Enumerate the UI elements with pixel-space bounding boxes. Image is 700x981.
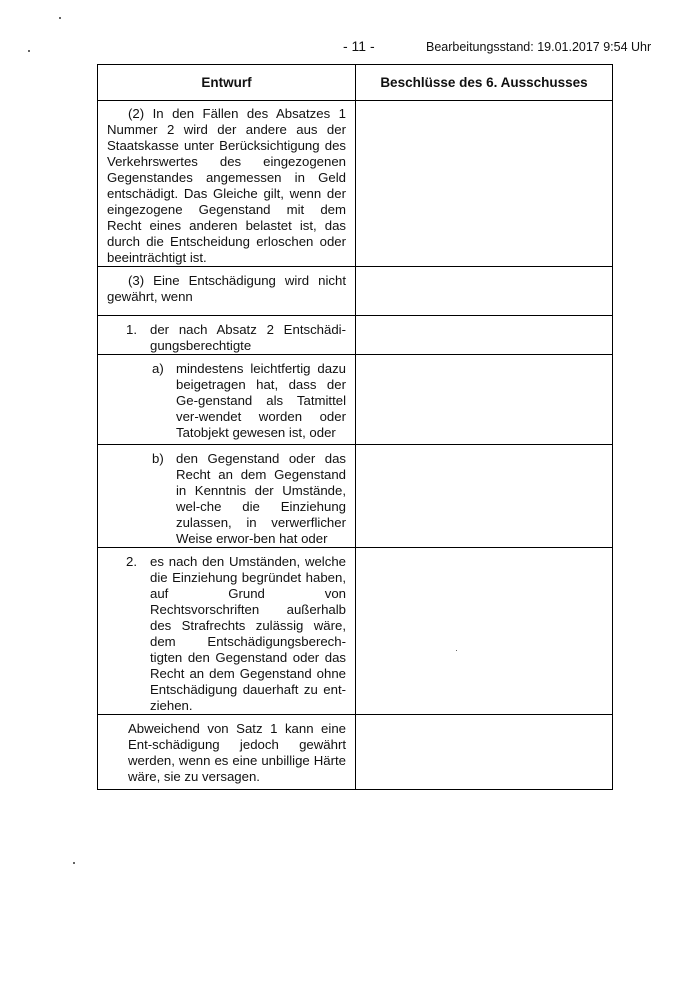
scan-speck: [59, 17, 61, 19]
table-row: [98, 715, 613, 790]
resolution-cell: [356, 715, 613, 790]
table-row: [98, 267, 613, 316]
draft-cell: [98, 445, 356, 548]
resolution-cell: [356, 445, 613, 548]
table-row: [98, 316, 613, 355]
draft-cell: [98, 101, 356, 267]
page-number: - 11 -: [343, 38, 375, 54]
draft-cell: [98, 355, 356, 445]
item-label: a): [152, 361, 164, 376]
paragraph-text: Abweichend von Satz 1 kann eine Ent-schädigung jedoch gewährt werden, wenn es eine unbillige Härte wäre, sie zu versagen.: [128, 721, 346, 784]
page-header: [0, 38, 700, 56]
draft-cell: [98, 267, 356, 316]
item-text: mindestens leichtfertig dazu beigetragen hat, dass der Ge-genstand als Tatmittel ver-wendet worden oder Tatobjekt gewesen ist, oder: [176, 361, 346, 440]
resolution-cell: [356, 267, 613, 316]
item-label: b): [152, 451, 164, 466]
table-row: [98, 445, 613, 548]
table-row: [98, 548, 613, 715]
resolution-cell: [356, 316, 613, 355]
table-header-row: [98, 65, 613, 101]
item-label: 1.: [126, 322, 137, 337]
draft-cell: [98, 715, 356, 790]
draft-cell: [98, 316, 356, 355]
column-header-beschluesse: Beschlüsse des 6. Ausschusses: [356, 65, 613, 101]
scan-speck: [73, 862, 75, 864]
item-text: es nach den Umständen, welche die Einziehung begründet haben, auf Grund von Rechtsvorschriften außerhalb des Strafrechts zulässig wäre, dem Entschädigungsberech-tigten den Gegenstand oder das Recht an dem Gegenstand ohne Entschädigung dauerhaft zu ent-ziehen.: [150, 554, 346, 713]
item-text: der nach Absatz 2 Entschädi-gungsberechtigte: [150, 322, 346, 353]
edit-status: Bearbeitungsstand: 19.01.2017 9:54 Uhr: [426, 40, 652, 54]
resolution-cell: [356, 355, 613, 445]
item-label: 2.: [126, 554, 137, 569]
table-row: [98, 355, 613, 445]
paragraph-text: (3) Eine Entschädigung wird nicht gewährt, wenn: [107, 273, 346, 304]
resolution-cell: [356, 548, 613, 715]
comparison-table: [97, 64, 613, 790]
paragraph-text: (2) In den Fällen des Absatzes 1 Nummer 2 wird der andere aus der Staatskasse unter Berücksichtigung des Verkehrswertes des eingezogenen Gegenstandes angemessen in Geld entschädigt. Das Gleiche gilt, wenn der eingezogene Gegenstand mit dem Recht eines anderen belastet ist, das durch die Entscheidung erloschen oder beeinträchtigt ist.: [107, 106, 346, 265]
table-row: [98, 101, 613, 267]
draft-cell: [98, 548, 356, 715]
resolution-cell: [356, 101, 613, 267]
column-header-entwurf: Entwurf: [98, 65, 356, 101]
item-text: den Gegenstand oder das Recht an dem Gegenstand in Kenntnis der Umstände, wel-che die Einziehung zulassen, in verwerflicher Weise erwor-ben hat oder: [176, 451, 346, 546]
